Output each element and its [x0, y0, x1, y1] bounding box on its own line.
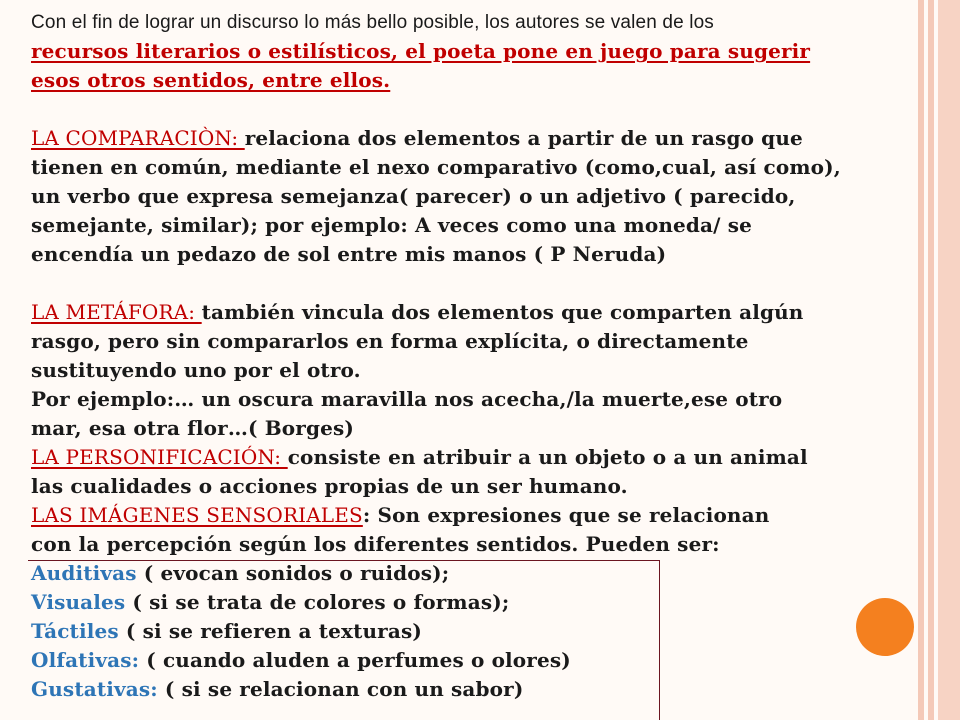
personificacion-text-1: consiste en atribuir a un objeto o a un animal [287, 445, 808, 469]
decorative-stripes [918, 0, 960, 720]
personificacion-line-2: las cualidades o acciones propias de un ser humano. [31, 474, 628, 498]
sentido-item [31, 617, 911, 646]
comparacion-text-1: relaciona dos elementos a partir de un rasgo que [244, 126, 803, 150]
sentido-item [31, 559, 911, 588]
metafora-line-3: sustituyendo uno por el otro. [31, 358, 361, 382]
sentido-item [31, 675, 911, 704]
intro-line-1: Con el fin de lograr un discurso lo más bello posible, los autores se valen de los [31, 12, 714, 33]
slide-text [31, 8, 911, 704]
personificacion-line-1 [31, 443, 911, 472]
sentido-name: Auditivas [31, 561, 137, 585]
metafora-text-1: también vincula dos elementos que comparten algún [201, 300, 804, 324]
sentido-item [31, 646, 911, 675]
comparacion-term: LA COMPARACIÒN: [31, 126, 245, 150]
comparacion-line-3: un verbo que expresa semejanza( parecer) o un adjetivo ( parecido, [31, 184, 796, 208]
stripe-1 [918, 0, 924, 720]
sentido-name: Visuales [31, 590, 126, 614]
metafora-line-5: mar, esa otra flor…( Borges) [31, 416, 354, 440]
imagenes-term: LAS IMÁGENES SENSORIALES [31, 503, 363, 527]
metafora-term: LA METÁFORA: [31, 300, 202, 324]
comparacion-line-5: encendía un pedazo de sol entre mis manos ( P Neruda) [31, 242, 667, 266]
sentido-desc: ( si se trata de colores o formas); [125, 590, 510, 614]
stripe-2 [928, 0, 934, 720]
comparacion-line-1 [31, 124, 911, 153]
metafora-line-2: rasgo, pero sin compararlos en forma explícita, o directamente [31, 329, 749, 353]
imagenes-text-1: : Son expresiones que se relacionan [362, 503, 770, 527]
sentido-desc: ( cuando aluden a perfumes o olores) [139, 648, 571, 672]
personificacion-term: LA PERSONIFICACIÓN: [31, 445, 288, 469]
sentido-desc: ( evocan sonidos o ruidos); [136, 561, 450, 585]
sentido-name: Olfativas: [31, 648, 140, 672]
metafora-line-4: Por ejemplo:… un oscura maravilla nos acecha,/la muerte,ese otro [31, 387, 783, 411]
imagenes-line-1 [31, 501, 911, 530]
stripe-3 [938, 0, 960, 720]
sentido-name: Táctiles [31, 619, 119, 643]
comparacion-line-2: tienen en común, mediante el nexo comparativo (como,cual, así como), [31, 155, 841, 179]
sentido-item [31, 588, 911, 617]
comparacion-line-4: semejante, similar); por ejemplo: A veces como una moneda/ se [31, 213, 753, 237]
intro-line-3: esos otros sentidos, entre ellos. [31, 68, 391, 92]
metafora-line-1 [31, 298, 911, 327]
sentido-desc: ( si se relacionan con un sabor) [157, 677, 524, 701]
sentido-name: Gustativas: [31, 677, 158, 701]
sentido-desc: ( si se refieren a texturas) [118, 619, 423, 643]
intro-line-2: recursos literarios o estilísticos, el poeta pone en juego para sugerir [31, 39, 811, 63]
imagenes-line-2: con la percepción según los diferentes sentidos. Pueden ser: [31, 532, 720, 556]
